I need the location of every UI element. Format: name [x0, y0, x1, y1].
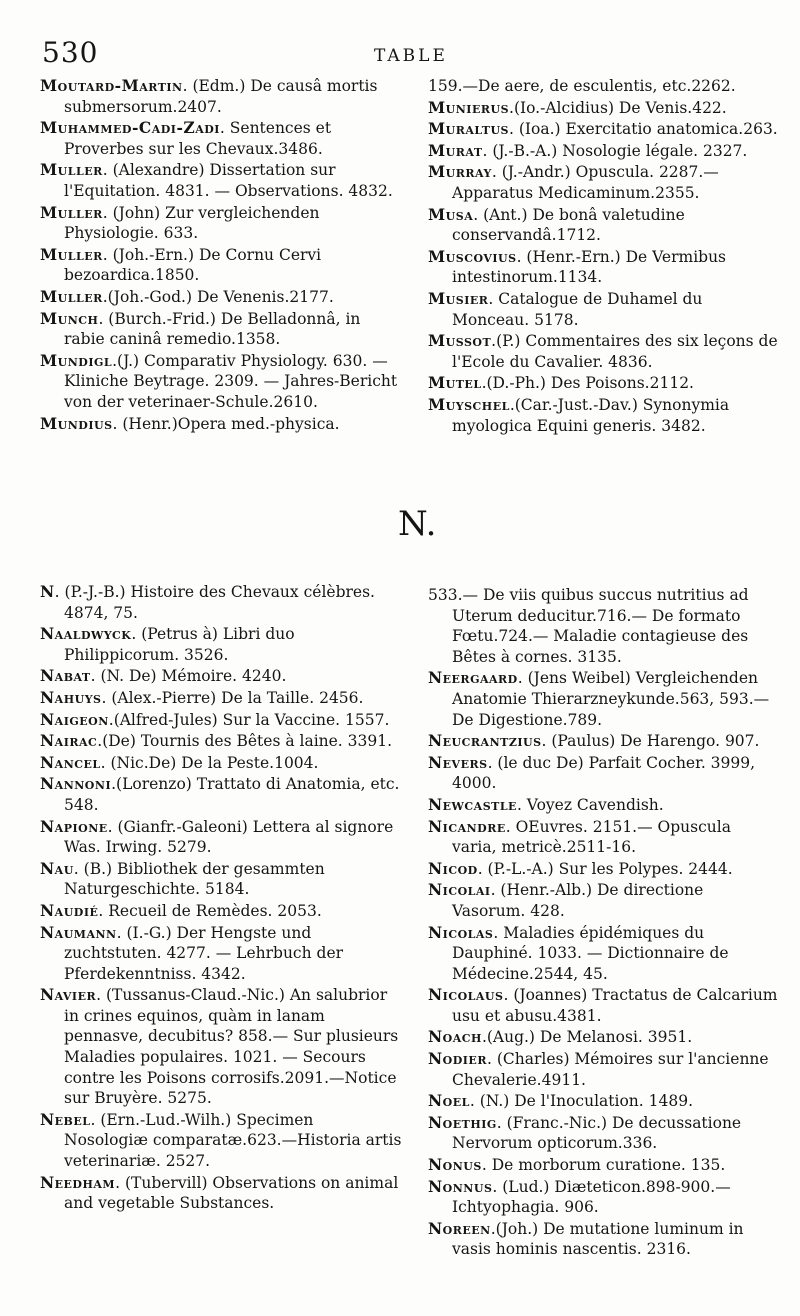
- entry-headword: Nancel: [40, 752, 101, 772]
- index-entry: [428, 1155, 780, 1176]
- index-entry: [40, 688, 402, 709]
- index-entry: [40, 414, 402, 435]
- entry-text: . (Henr.)Opera med.-physica.: [112, 414, 340, 433]
- entry-text: .(Car.-Just.-Dav.) Synonymia myologica Equini generis. 3482.: [452, 395, 730, 435]
- entry-headword: Navier: [40, 985, 97, 1005]
- entry-text: . (Ioa.) Exercitatio anatomica.263.: [509, 120, 778, 139]
- entry-text: . De morborum curatione. 135.: [481, 1156, 726, 1175]
- index-entry: [428, 373, 780, 394]
- index-entry: [428, 1177, 780, 1218]
- index-entry: [428, 1091, 780, 1112]
- index-entry: [428, 923, 780, 985]
- index-entry: [428, 731, 780, 752]
- index-entry: [40, 985, 402, 1109]
- index-entry: [428, 395, 780, 436]
- entry-text: . (Paulus) De Harengo. 907.: [541, 732, 760, 751]
- entry-headword: Muller: [40, 244, 103, 264]
- page-number: 530: [42, 36, 99, 69]
- entry-text: . (Edm.) De causâ mortis submersorum.2407.: [64, 77, 378, 116]
- entry-headword: Needham: [40, 1172, 116, 1192]
- entry-text: .(Io.-Alcidius) De Venis.422.: [509, 98, 727, 117]
- index-entry: [428, 98, 780, 119]
- index-entry: [428, 162, 780, 203]
- entry-text: . (Franc.-Nic.) De decussatione Nervorum opticorum.336.: [452, 1113, 742, 1153]
- column-top-right: [428, 76, 780, 437]
- entry-text: . (N.) De l'Inoculation. 1489.: [469, 1092, 694, 1111]
- entry-headword: Napione: [40, 816, 108, 836]
- entry-text: . (P.-L.-A.) Sur les Polypes. 2444.: [477, 859, 733, 878]
- entry-text: . (Jens Weibel) Vergleichenden Anatomie Thierarzneykunde.563, 593.—De Digestione.789.: [452, 669, 770, 729]
- entry-text: . (Joannes) Tractatus de Calcarium usu et abusu.4381.: [452, 986, 778, 1025]
- index-entry: [40, 203, 402, 244]
- index-entry: [428, 668, 780, 730]
- entry-text: . (Alex.-Pierre) De la Taille. 2456.: [101, 688, 364, 707]
- entry-headword: Nonnus: [428, 1176, 493, 1196]
- entry-text: . (Ern.-Lud.-Wilh.) Specimen Nosologiæ comparatæ.623.—Historia artis veterinariæ. 2527.: [64, 1110, 402, 1171]
- entry-headword: Newcastle: [428, 794, 517, 814]
- entry-headword: Nicandre: [428, 816, 506, 836]
- entry-text: . (Tubervill) Observations on animal and vegetable Substances.: [64, 1173, 399, 1213]
- index-entry: [428, 76, 780, 97]
- index-entry: [428, 289, 780, 330]
- entry-headword: Musa: [428, 204, 474, 224]
- running-title: TABLE: [374, 46, 448, 66]
- entry-headword: Muller: [40, 160, 103, 180]
- entry-text: . (Joh.-Ern.) De Cornu Cervi bezoardica.1850.: [64, 245, 322, 285]
- entry-text: .(D.-Ph.) Des Poisons.2112.: [481, 374, 694, 393]
- index-entry: [40, 666, 402, 687]
- entry-text: . (Petrus à) Libri duo Philippicorum. 3526.: [64, 625, 295, 664]
- index-entry: [428, 795, 780, 816]
- index-entry: [40, 287, 402, 308]
- entry-headword: Mussot: [428, 331, 492, 351]
- entry-headword: Nahuys: [40, 687, 102, 707]
- entry-text: . (John) Zur vergleichenden Physiologie. 633.: [64, 203, 320, 243]
- entry-text: . (Tussanus-Claud.-Nic.) An salubrior in crines equinos, quàm in lanam pennasve, decubitus? 858.— Sur plusieurs Maladies populaires. 1021. — Secours contre les Poisons corrosifs.2091.—Notice sur Bruyère. 5275.: [64, 986, 399, 1108]
- entry-text: .(Aug.) De Melanosi. 3951.: [481, 1028, 693, 1047]
- entry-headword: Noach: [428, 1027, 482, 1047]
- entry-headword: Noel: [428, 1091, 470, 1111]
- entry-text: . (Ant.) De bonâ valetudine conservandâ.1712.: [452, 205, 685, 245]
- entry-headword: Nairac: [40, 731, 98, 751]
- entry-headword: Nodier: [428, 1049, 487, 1069]
- entry-text: . (B.) Bibliothek der gesammten Naturgeschichte. 5184.: [64, 859, 325, 899]
- entry-text: .(Lorenzo) Trattato di Anatomia, etc. 548.: [64, 775, 400, 814]
- index-entry: [40, 160, 402, 201]
- entry-headword: N: [40, 582, 55, 601]
- index-entry: [40, 859, 402, 900]
- entry-headword: Munch: [40, 308, 99, 328]
- index-entry: [40, 245, 402, 286]
- entry-text: . Sentences et Proverbes sur les Chevaux.3486.: [64, 119, 332, 158]
- entry-headword: Moutard-Martin: [40, 76, 183, 95]
- index-entry: [428, 205, 780, 246]
- index-entry: [428, 1049, 780, 1090]
- entry-headword: Neergaard: [428, 668, 518, 688]
- entry-text: . (I.-G.) Der Hengste und zuchtstuten. 4277. — Lehrbuch der Pferdekenntniss. 4342.: [64, 923, 344, 983]
- index-entry: [40, 118, 402, 159]
- entry-headword: Naaldwyck: [40, 624, 132, 644]
- entry-headword: Mundigl: [40, 350, 113, 370]
- entry-headword: Muller: [40, 286, 103, 306]
- entry-headword: Nicolai: [428, 880, 491, 900]
- section-letter: N.: [398, 504, 437, 544]
- entry-text: .(Joh.-God.) De Venenis.2177.: [102, 287, 334, 306]
- entry-headword: Naumann: [40, 922, 117, 942]
- entry-text: . (Gianfr.-Galeoni) Lettera al signore Was. Irwing. 5279.: [64, 817, 394, 857]
- entry-headword: Munierus: [428, 97, 510, 117]
- entry-headword: Nabat: [40, 666, 91, 686]
- index-entry: [40, 923, 402, 985]
- entry-headword: Mutel: [428, 373, 482, 393]
- entry-headword: Nebel: [40, 1109, 91, 1129]
- entry-text: . (P.-J.-B.) Histoire des Chevaux célèbres. 4874, 75.: [54, 583, 375, 622]
- entry-headword: Nicolas: [428, 922, 494, 942]
- entry-headword: Murray: [428, 162, 492, 182]
- entry-text: .(P.) Commentaires des six leçons de l'Ecole du Cavalier. 4836.: [452, 332, 778, 371]
- entry-text: . (N. De) Mémoire. 4240.: [90, 667, 287, 686]
- entry-text: 159.—De aere, de esculentis, etc.2262.: [428, 77, 736, 95]
- entry-headword: Neucrantzius: [428, 731, 542, 751]
- entry-text: . (Charles) Mémoires sur l'ancienne Chevalerie.4911.: [452, 1050, 769, 1089]
- entry-headword: Nevers: [428, 752, 488, 772]
- index-entry: [428, 331, 780, 372]
- index-entry: [40, 309, 402, 350]
- entry-text: . (Alexandre) Dissertation sur l'Equitation. 4831. — Observations. 4832.: [64, 161, 393, 200]
- entry-headword: Muraltus: [428, 119, 509, 139]
- entry-headword: Noethig: [428, 1112, 497, 1132]
- entry-headword: Naigeon: [40, 709, 109, 729]
- entry-text: . Recueil de Remèdes. 2053.: [98, 901, 322, 920]
- entry-text: . (Henr.-Alb.) De directione Vasorum. 428.: [452, 881, 704, 920]
- entry-headword: Muyschel: [428, 394, 510, 414]
- index-entry: [40, 710, 402, 731]
- entry-text: . (J.-Andr.) Opuscula. 2287.— Apparatus Medicaminum.2355.: [452, 163, 719, 202]
- index-entry: [40, 817, 402, 858]
- index-entry: [40, 582, 402, 623]
- entry-text: . Voyez Cavendish.: [516, 795, 664, 814]
- entry-text: 533.— De viis quibus succus nutritius ad Uterum deducitur.716.— De formato Fœtu.724.— Maladie contagieuse des Bêtes à cornes. 3135.: [428, 586, 749, 666]
- entry-text: .(J.) Comparativ Physiology. 630. — Kliniche Beytrage. 2309. — Jahres-Bericht von der veterinaer-Schule.2610.: [64, 351, 398, 411]
- column-top-left: [40, 76, 402, 435]
- index-entry: [40, 901, 402, 922]
- entry-text: . (J.-B.-A.) Nosologie légale. 2327.: [482, 141, 748, 160]
- index-entry: [40, 624, 402, 665]
- index-entry: [428, 880, 780, 921]
- index-entry: [428, 985, 780, 1026]
- entry-headword: Nicolaus: [428, 985, 504, 1005]
- index-entry: [428, 817, 780, 858]
- index-entry: [428, 1113, 780, 1154]
- index-entry: [40, 1110, 402, 1172]
- index-entry: [428, 859, 780, 880]
- entry-text: . Maladies épidémiques du Dauphiné. 1033. — Dictionnaire de Médecine.2544, 45.: [452, 923, 729, 983]
- entry-headword: Nannoni: [40, 774, 112, 794]
- entry-headword: Muller: [40, 202, 103, 222]
- entry-text: . (Lud.) Diæteticon.898-900.— Ichtyophagia. 906.: [452, 1177, 731, 1217]
- index-entry: [428, 753, 780, 794]
- entry-text: .(Alfred-Jules) Sur la Vaccine. 1557.: [108, 710, 390, 729]
- entry-headword: Noreen: [428, 1218, 491, 1238]
- entry-text: .(Joh.) De mutatione luminum in vasis hominis nascentis. 2316.: [452, 1219, 744, 1259]
- entry-headword: Muscovius: [428, 246, 517, 266]
- index-entry: [428, 141, 780, 162]
- entry-text: . (Burch.-Frid.) De Belladonnâ, in rabie caninâ remedio.1358.: [64, 309, 361, 349]
- index-entry: [428, 585, 780, 667]
- entry-text: . (le duc De) Parfait Cocher. 3999, 4000.: [452, 753, 756, 793]
- index-entry: [40, 1173, 402, 1214]
- index-entry: [40, 774, 402, 815]
- index-entry: [40, 731, 402, 752]
- entry-headword: Nicod: [428, 858, 478, 878]
- entry-headword: Mundius: [40, 413, 113, 433]
- index-entry: [40, 753, 402, 774]
- index-entry: [428, 247, 780, 288]
- index-entry: [428, 119, 780, 140]
- entry-text: . Catalogue de Duhamel du Monceau. 5178.: [452, 289, 703, 329]
- index-entry: [40, 76, 402, 117]
- entry-text: . (Henr.-Ern.) De Vermibus intestinorum.1134.: [452, 247, 727, 287]
- index-entry: [428, 1027, 780, 1048]
- entry-headword: Nau: [40, 858, 74, 878]
- column-bottom-left: [40, 582, 402, 1215]
- column-bottom-right: [428, 585, 780, 1261]
- index-entry: [428, 1219, 780, 1260]
- entry-text: . OEuvres. 2151.— Opuscula varia, metricè.2511-16.: [452, 817, 731, 857]
- entry-text: . (Nic.De) De la Peste.1004.: [100, 753, 319, 772]
- entry-headword: Murat: [428, 140, 483, 160]
- entry-headword: Muhammed-Cadi-Zadi: [40, 118, 220, 138]
- entry-text: .(De) Tournis des Bêtes à laine. 3391.: [97, 732, 393, 751]
- entry-headword: Musier: [428, 288, 489, 308]
- index-entry: [40, 351, 402, 413]
- entry-headword: Nonus: [428, 1155, 482, 1175]
- entry-headword: Naudié: [40, 900, 99, 920]
